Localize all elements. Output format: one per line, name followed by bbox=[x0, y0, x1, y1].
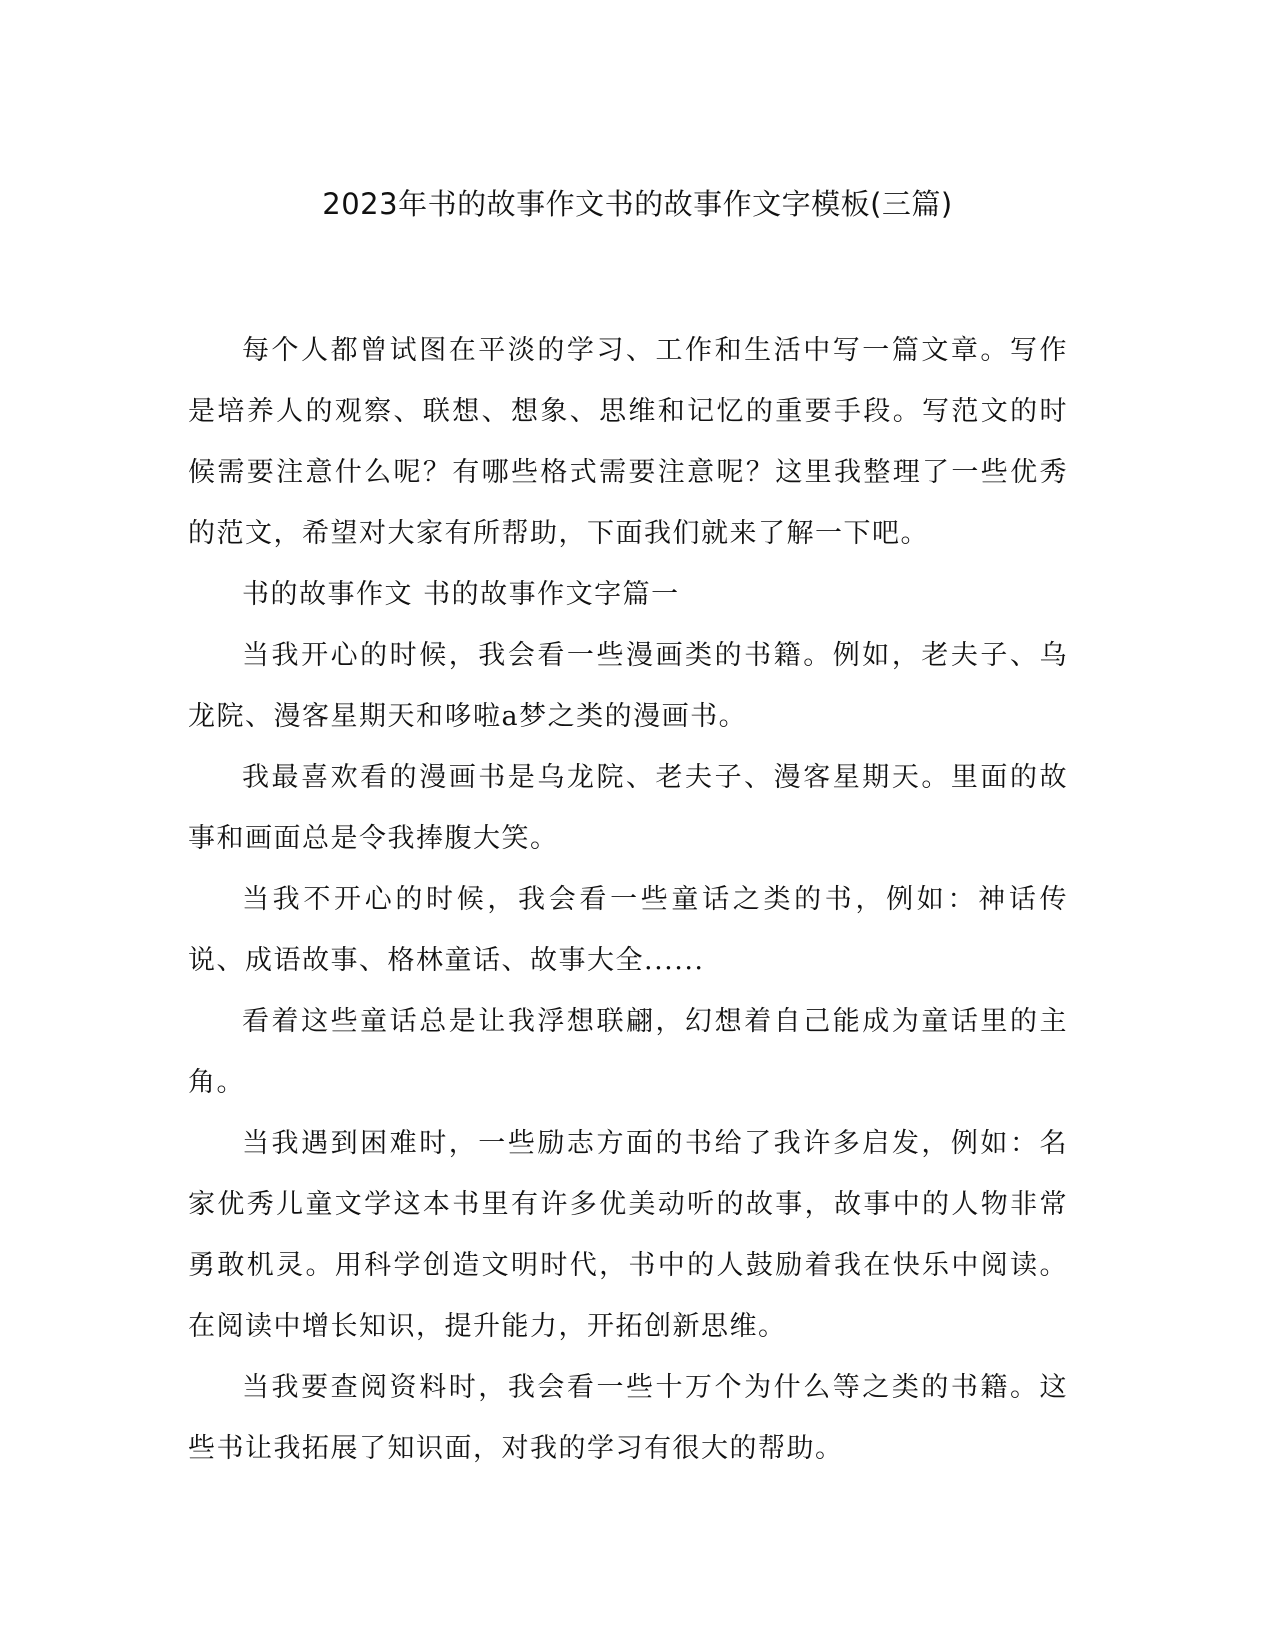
document-body bbox=[188, 320, 1068, 1479]
paragraph: 看着这些童话总是让我浮想联翩，幻想着自己能成为童话里的主角。 bbox=[188, 1006, 1068, 1098]
section-heading: 书的故事作文 书的故事作文字篇一 bbox=[242, 579, 680, 610]
paragraph: 当我开心的时候，我会看一些漫画类的书籍。例如，老夫子、乌龙院、漫客星期天和哆啦a梦之类的漫画书。 bbox=[188, 640, 1068, 732]
paragraph: 当我遇到困难时，一些励志方面的书给了我许多启发，例如：名家优秀儿童文学这本书里有许多优美动听的故事，故事中的人物非常勇敢机灵。用科学创造文明时代，书中的人鼓励着我在快乐中阅读。在阅读中增长知识，提升能力，开拓创新思维。 bbox=[188, 1128, 1068, 1342]
paragraph: 当我不开心的时候，我会看一些童话之类的书，例如：神话传说、成语故事、格林童话、故事大全...... bbox=[188, 884, 1068, 976]
paragraph-intro: 每个人都曾试图在平淡的学习、工作和生活中写一篇文章。写作是培养人的观察、联想、想象、思维和记忆的重要手段。写范文的时候需要注意什么呢？有哪些格式需要注意呢？这里我整理了一些优秀的范文，希望对大家有所帮助，下面我们就来了解一下吧。 bbox=[188, 335, 1068, 549]
document-title: 2023年书的故事作文书的故事作文字模板(三篇) bbox=[322, 187, 953, 221]
paragraph: 我最喜欢看的漫画书是乌龙院、老夫子、漫客星期天。里面的故事和画面总是令我捧腹大笑。 bbox=[188, 762, 1068, 854]
paragraph: 当我要查阅资料时，我会看一些十万个为什么等之类的书籍。这些书让我拓展了知识面，对我的学习有很大的帮助。 bbox=[188, 1372, 1068, 1464]
